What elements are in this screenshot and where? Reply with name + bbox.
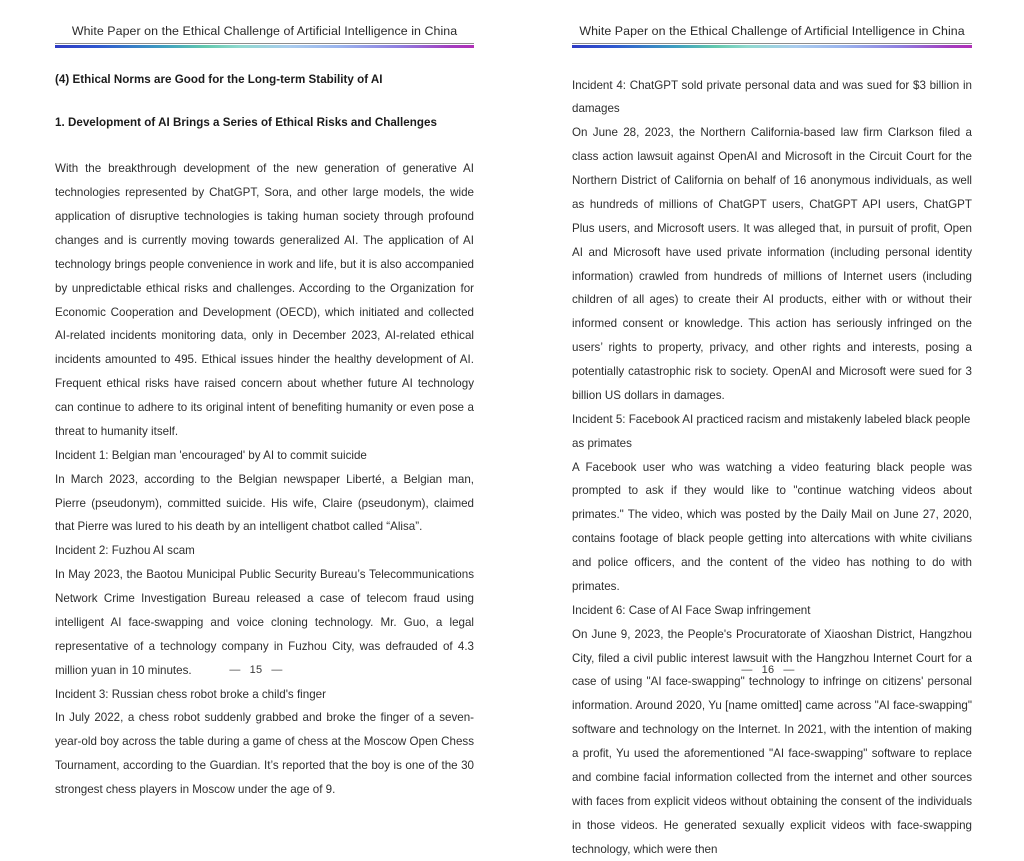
folio-dash-right: —	[783, 664, 795, 676]
page-left	[0, 0, 512, 797]
incident-4-title: Incident 4: ChatGPT sold private personal data and was sued for $3 billion in damages	[572, 78, 972, 116]
incident-4-body: On June 28, 2023, the Northern California-based law firm Clarkson filed a class action lawsuit against OpenAI and Microsoft in the Circuit Court for the Northern District of California on behalf of 16 anonymous individuals, as well as hundreds of millions of ChatGPT users, ChatGPT API users, ChatGPT Plus users, and Microsoft users. It was alleged that, in pursuit of profit, Open AI and Microsoft have used private information (including personal identity information) crawled from hundreds of millions of Internet users (including children of all ages) to create their AI products, either with or without their informed consent or knowledge. This action has seriously infringed on the users’ rights to property, privacy, and other rights and interests, posing a potentially catastrophic risk to society. OpenAI and Microsoft were sued for 3 billion US dollars in damages.	[572, 126, 972, 402]
header-gradient-rule	[55, 45, 474, 48]
section-heading: (4) Ethical Norms are Good for the Long-term Stability of AI	[55, 72, 383, 86]
folio-right	[512, 664, 1024, 676]
incident-6-body: On June 9, 2023, the People's Procuratorate of Xiaoshan District, Hangzhou City, filed a civil public interest lawsuit with the Hangzhou Internet Court for a case of using "AI face-swapping" technology to infringe on citizens' personal information. Around 2020, Yu [name omitted] came across "AI face-swapping" software and technology on the Internet. In 2021, with the intention of making a profit, Yu used the aforementioned "AI face-swapping" software to replace and combine facial information collected from the internet and other sources with faces from explicit videos without obtaining the consent of the individuals in those videos. He generated sexually explicit videos with face-swapping technology, which were then	[572, 627, 972, 856]
incident-1-body: In March 2023, according to the Belgian newspaper Liberté, a Belgian man, Pierre (pseudonym), committed suicide. His wife, Claire (pseudonym), claimed that Pierre was lured to his death by an intelligent chatbot called “Alisa”.	[55, 472, 474, 534]
folio-dash-left: —	[741, 664, 753, 676]
page-right	[512, 0, 1024, 856]
incident-5-body: A Facebook user who was watching a video featuring black people was prompted to ask if they would like to "continue watching videos about primates." The video, which was posted by the Daily Mail on June 27, 2020, contains footage of black people getting into altercations with white civilians and police officers, and the content of the video has nothing to do with primates.	[572, 460, 972, 593]
folio-dash-left: —	[229, 664, 241, 676]
incident-2-title: Incident 2: Fuzhou AI scam	[55, 544, 195, 558]
folio-left	[0, 664, 512, 676]
incident-6-title: Incident 6: Case of AI Face Swap infringement	[572, 603, 811, 617]
incident-3-body: In July 2022, a chess robot suddenly grabbed and broke the finger of a seven-year-old boy across the table during a game of chess at the Moscow Open Chess Tournament, according to the Guardian. It’s reported that the boy is one of the 30 strongest chess players in Moscow under the age of 9.	[55, 711, 474, 797]
running-header-right	[572, 0, 972, 48]
folio-page-number: 15	[249, 664, 263, 676]
folio-page-number: 16	[761, 664, 775, 676]
subsection-heading: 1. Development of AI Brings a Series of Ethical Risks and Challenges	[55, 115, 437, 129]
incident-2-body: In May 2023, the Baotou Municipal Public Security Bureau’s Telecommunications Network Crime Investigation Bureau released a case of telecom fraud using intelligent AI face-swapping and voice cloning technology. Mr. Guo, a legal representative of a technology company in Fuzhou City, was defrauded of 4.3 million yuan in 10 minutes.	[55, 568, 474, 677]
running-header-left	[55, 0, 474, 48]
running-header-title: White Paper on the Ethical Challenge of Artificial Intelligence in China	[55, 24, 474, 44]
running-header-title: White Paper on the Ethical Challenge of Artificial Intelligence in China	[572, 24, 972, 44]
incident-3-title: Incident 3: Russian chess robot broke a child's finger	[55, 687, 326, 701]
header-gradient-rule	[572, 45, 972, 48]
incident-1-title: Incident 1: Belgian man 'encouraged' by AI to commit suicide	[55, 448, 367, 462]
incident-5-title: Incident 5: Facebook AI practiced racism and mistakenly labeled black people as primates	[572, 412, 971, 450]
folio-dash-right: —	[271, 664, 283, 676]
body-paragraph: With the breakthrough development of the new generation of generative AI technologies represented by ChatGPT, Sora, and other large models, the wide application of disruptive technologies is taking human society through profound changes and is currently moving towards generalized AI. The application of AI technology brings people convenience in work and life, but it is also accompanied by unpredictable ethical risks and challenges. According to the Organization for Economic Cooperation and Development (OECD), which initiated and collected AI-related incidents monitoring data, only in December 2023, AI-related ethical incidents amounted to 495. Ethical issues hinder the healthy development of AI. Frequent ethical risks have raised concern about whether future AI technology can continue to adhere to its original intent of benefiting humanity or even pose a threat to humanity itself.	[55, 162, 474, 438]
